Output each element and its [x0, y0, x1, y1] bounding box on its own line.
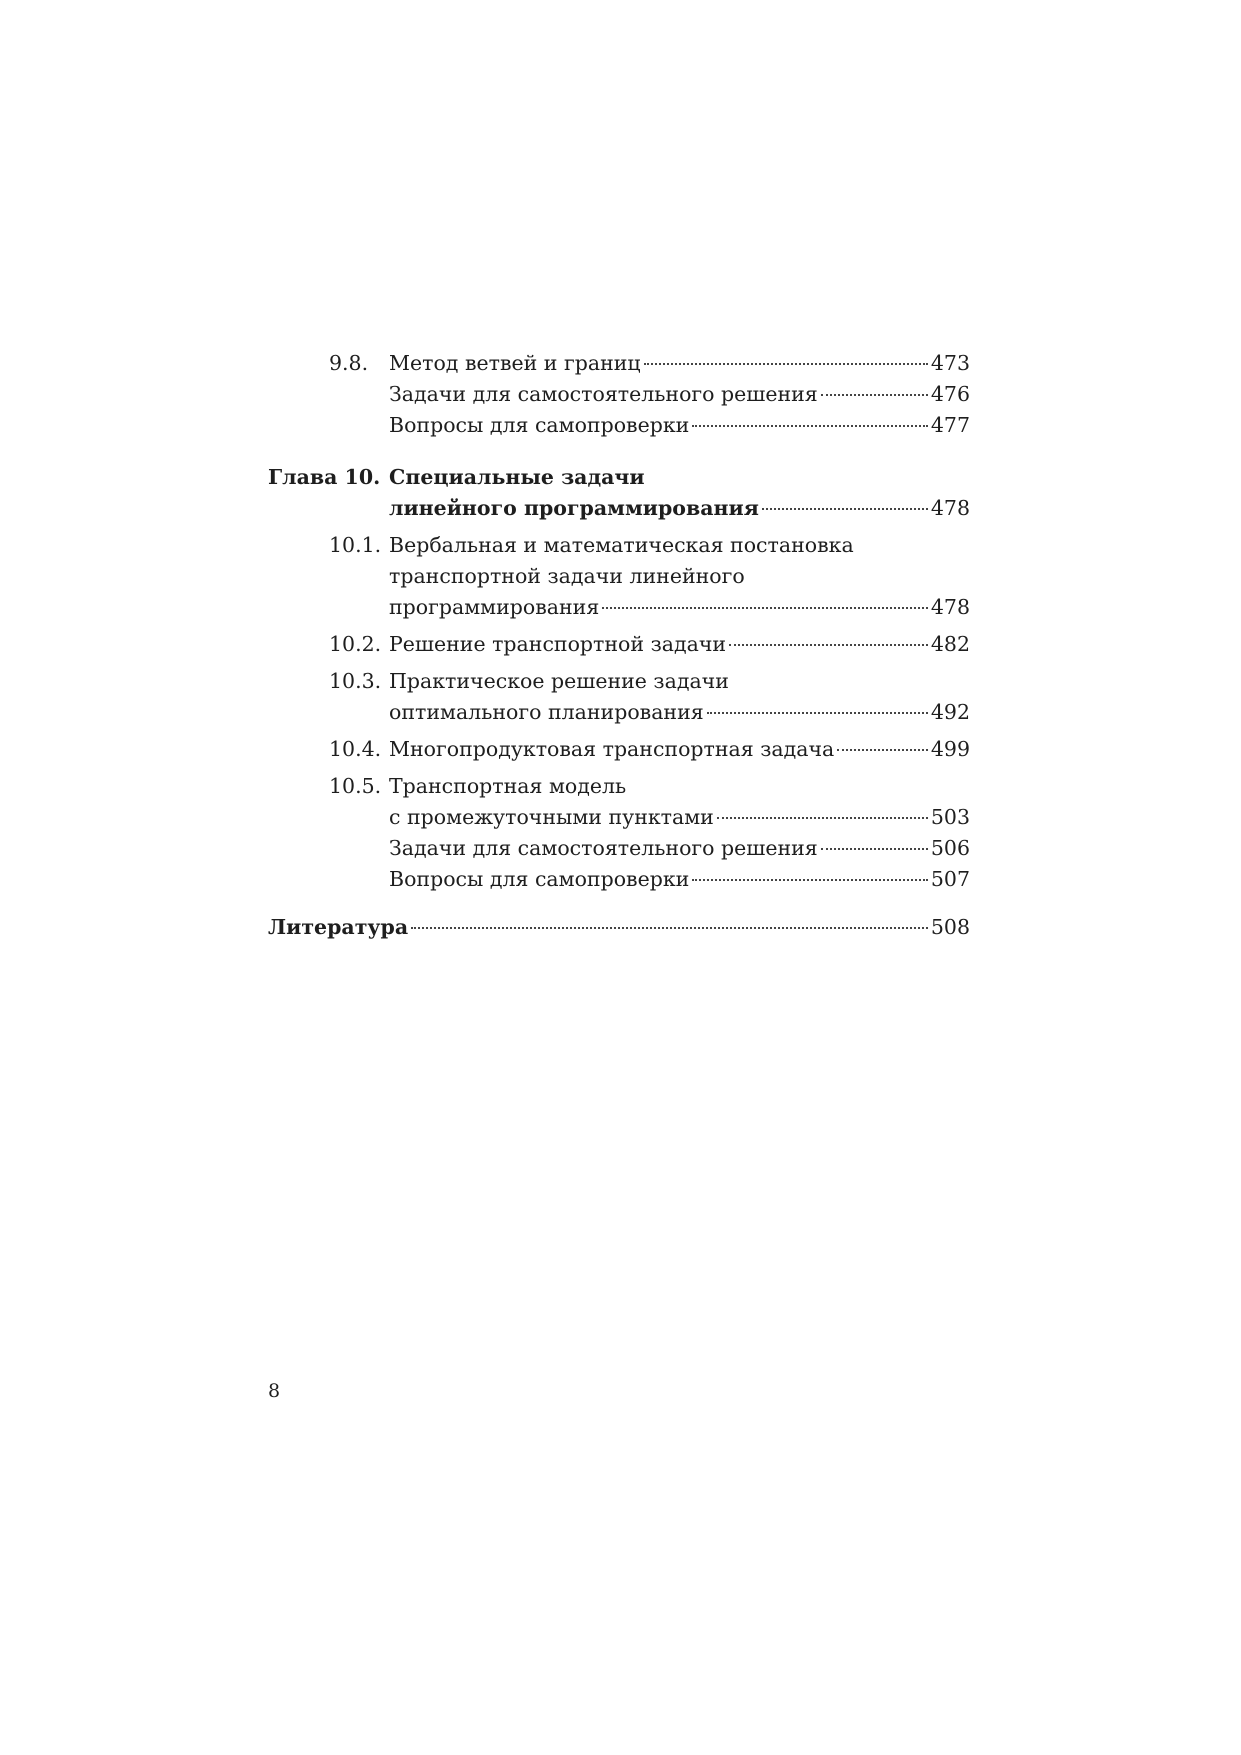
toc-chapter-number: Глава 10.	[268, 465, 381, 489]
dot-leader	[762, 508, 928, 510]
toc-entry-9-questions[interactable]	[268, 410, 970, 441]
dot-leader	[821, 394, 928, 396]
toc-entry-title: Метод ветвей и границ	[389, 351, 641, 375]
toc-entry-title-line: Практическое решение задачи	[389, 669, 729, 693]
toc-entry-title: Задачи для самостоятельного решения	[389, 836, 818, 860]
toc-entry-10-2[interactable]	[268, 629, 970, 660]
toc-entry-title-line: Транспортная модель	[389, 774, 627, 798]
toc-entry-9-exercises[interactable]	[268, 379, 970, 410]
toc-entry-title-line: оптимального планирования	[389, 700, 704, 724]
toc-entry-page: 492	[930, 700, 970, 724]
toc-entry-number: 9.8.	[329, 351, 369, 375]
dot-leader	[837, 749, 928, 751]
dot-leader	[729, 644, 928, 646]
dot-leader	[602, 607, 928, 609]
toc-entry-page: 477	[930, 413, 970, 437]
toc-entry-10-4[interactable]	[268, 734, 970, 765]
toc-entry-page: 473	[930, 351, 970, 375]
toc-entry-page: 506	[930, 836, 970, 860]
toc-entry-page: 499	[930, 737, 970, 761]
toc-entry-title: Решение транспортной задачи	[389, 632, 727, 656]
toc-entry-title-line: транспортной задачи линейного	[389, 564, 745, 588]
toc-chapter-title-line: Специальные задачи	[389, 465, 645, 489]
toc-entry-10-5[interactable]	[268, 771, 970, 833]
toc-entry-page: 478	[930, 496, 970, 520]
toc-entry-9-8[interactable]	[268, 348, 970, 379]
dot-leader	[692, 425, 928, 427]
dot-leader	[821, 848, 928, 850]
toc-entry-page: 503	[930, 805, 970, 829]
toc-entry-title: Вопросы для самопроверки	[389, 867, 690, 891]
toc-entry-page: 508	[930, 915, 970, 939]
toc-entry-10-1[interactable]	[268, 530, 970, 623]
toc-entry-page: 478	[930, 595, 970, 619]
toc-entry-title: Вопросы для самопроверки	[389, 413, 690, 437]
dot-leader	[707, 712, 928, 714]
toc-entry-10-questions[interactable]	[268, 864, 970, 895]
dot-leader	[411, 927, 928, 929]
toc-entry-number: 10.2.	[329, 632, 382, 656]
toc-entry-title-line: программирования	[389, 595, 600, 619]
dot-leader	[717, 817, 928, 819]
toc-chapter-10[interactable]	[268, 462, 970, 524]
dot-leader	[644, 363, 928, 365]
toc-chapter-title-line: линейного программирования	[389, 496, 759, 520]
toc-entry-title-line: Вербальная и математическая постановка	[389, 533, 854, 557]
toc-entry-title: Многопродуктовая транспортная задача	[389, 737, 835, 761]
toc-entry-page: 482	[930, 632, 970, 656]
toc-entry-number: 10.3.	[329, 669, 382, 693]
toc-entry-number: 10.1.	[329, 533, 382, 557]
dot-leader	[692, 879, 928, 881]
page-number: 8	[268, 1380, 281, 1402]
table-of-contents	[268, 348, 970, 943]
toc-entry-10-exercises[interactable]	[268, 833, 970, 864]
toc-entry-title-line: с промежуточными пунктами	[389, 805, 714, 829]
toc-entry-bibliography[interactable]	[268, 912, 970, 943]
toc-entry-page: 476	[930, 382, 970, 406]
toc-entry-number: 10.4.	[329, 737, 382, 761]
toc-entry-page: 507	[930, 867, 970, 891]
toc-entry-number: 10.5.	[329, 774, 382, 798]
toc-bibliography-title: Литература	[268, 915, 409, 939]
toc-entry-title: Задачи для самостоятельного решения	[389, 382, 818, 406]
toc-entry-10-3[interactable]	[268, 666, 970, 728]
